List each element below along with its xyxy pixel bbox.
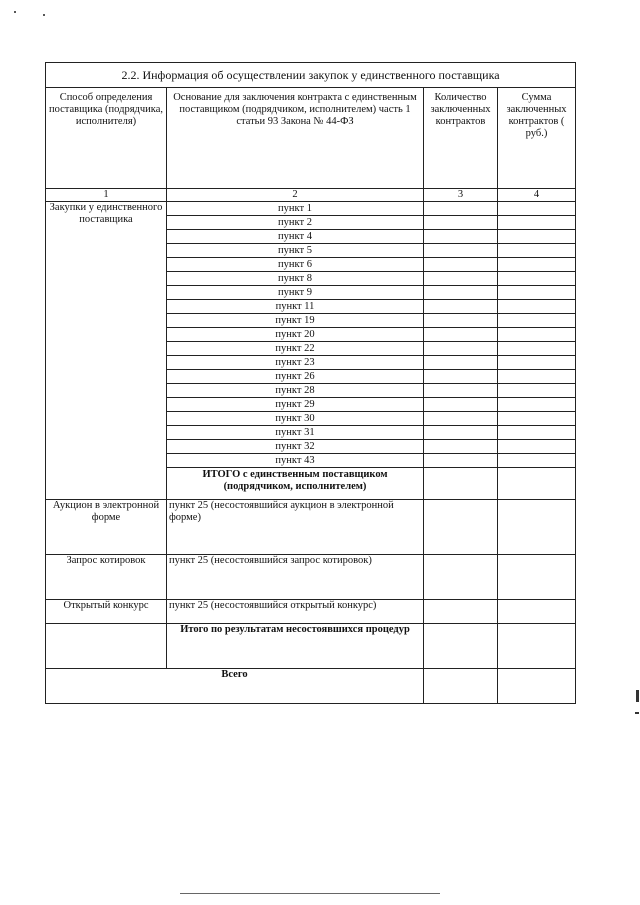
grand-total-count — [424, 669, 498, 704]
quotation-basis: пункт 25 (несостоявшийся запрос котировок) — [167, 555, 424, 600]
single-supplier-method: Закупки у единственного поставщика — [46, 202, 167, 500]
count-cell — [424, 426, 498, 440]
single-supplier-total-sum — [498, 468, 576, 500]
count-cell — [424, 412, 498, 426]
sum-cell — [498, 230, 576, 244]
scan-edge-mark — [180, 893, 440, 894]
sum-cell — [498, 370, 576, 384]
electronic-auction-count — [424, 500, 498, 555]
scan-speck — [43, 14, 45, 16]
point-cell: пункт 6 — [167, 258, 424, 272]
grand-total-label: Всего — [46, 669, 424, 704]
failed-procedures-blank — [46, 624, 167, 669]
header-count: Количество заключенных контрактов — [424, 88, 498, 189]
scan-edge-mark — [636, 690, 639, 702]
count-cell — [424, 398, 498, 412]
count-cell — [424, 328, 498, 342]
sum-cell — [498, 286, 576, 300]
count-cell — [424, 370, 498, 384]
sum-cell — [498, 314, 576, 328]
header-sum: Сумма заключенных контрактов ( руб.) — [498, 88, 576, 189]
sum-cell — [498, 398, 576, 412]
sum-cell — [498, 426, 576, 440]
count-cell — [424, 202, 498, 216]
table-title: 2.2. Информация об осуществлении закупок у единственного поставщика — [46, 63, 576, 88]
sum-cell — [498, 216, 576, 230]
sum-cell — [498, 272, 576, 286]
column-number: 1 — [46, 189, 167, 202]
open-tender-count — [424, 600, 498, 624]
count-cell — [424, 314, 498, 328]
count-cell — [424, 384, 498, 398]
quotation-sum — [498, 555, 576, 600]
electronic-auction-sum — [498, 500, 576, 555]
count-cell — [424, 244, 498, 258]
quotation-count — [424, 555, 498, 600]
count-cell — [424, 216, 498, 230]
point-cell: пункт 20 — [167, 328, 424, 342]
point-cell: пункт 2 — [167, 216, 424, 230]
single-supplier-total-label: ИТОГО с единственным поставщиком (подрядчиком, исполнителем) — [167, 468, 424, 500]
sum-cell — [498, 454, 576, 468]
point-cell: пункт 8 — [167, 272, 424, 286]
count-cell — [424, 300, 498, 314]
sum-cell — [498, 328, 576, 342]
point-cell: пункт 28 — [167, 384, 424, 398]
count-cell — [424, 356, 498, 370]
failed-procedures-sum — [498, 624, 576, 669]
point-cell: пункт 43 — [167, 454, 424, 468]
sum-cell — [498, 356, 576, 370]
point-cell: пункт 9 — [167, 286, 424, 300]
count-cell — [424, 258, 498, 272]
point-cell: пункт 1 — [167, 202, 424, 216]
column-number: 2 — [167, 189, 424, 202]
sum-cell — [498, 440, 576, 454]
point-cell: пункт 31 — [167, 426, 424, 440]
open-tender-method: Открытый конкурс — [46, 600, 167, 624]
point-cell: пункт 5 — [167, 244, 424, 258]
point-cell: пункт 22 — [167, 342, 424, 356]
quotation-method: Запрос котировок — [46, 555, 167, 600]
failed-procedures-count — [424, 624, 498, 669]
point-cell: пункт 23 — [167, 356, 424, 370]
scan-edge-mark — [635, 712, 639, 714]
open-tender-basis: пункт 25 (несостоявшийся открытый конкурс) — [167, 600, 424, 624]
sum-cell — [498, 384, 576, 398]
column-number: 4 — [498, 189, 576, 202]
failed-procedures-total-label: Итого по результатам несостоявшихся процедур — [167, 624, 424, 669]
header-method: Способ определения поставщика (подрядчика, исполнителя) — [46, 88, 167, 189]
sum-cell — [498, 202, 576, 216]
count-cell — [424, 454, 498, 468]
header-basis: Основание для заключения контракта с единственным поставщиком (подрядчиком, исполнителем) часть 1 статьи 93 Закона № 44-ФЗ — [167, 88, 424, 189]
point-cell: пункт 11 — [167, 300, 424, 314]
count-cell — [424, 286, 498, 300]
column-number: 3 — [424, 189, 498, 202]
electronic-auction-basis: пункт 25 (несостоявшийся аукцион в электронной форме) — [167, 500, 424, 555]
count-cell — [424, 342, 498, 356]
count-cell — [424, 272, 498, 286]
sum-cell — [498, 342, 576, 356]
grand-total-sum — [498, 669, 576, 704]
point-cell: пункт 30 — [167, 412, 424, 426]
sum-cell — [498, 258, 576, 272]
sum-cell — [498, 300, 576, 314]
procurement-table — [45, 62, 576, 704]
electronic-auction-method: Аукцион в электронной форме — [46, 500, 167, 555]
single-supplier-total-count — [424, 468, 498, 500]
count-cell — [424, 230, 498, 244]
sum-cell — [498, 244, 576, 258]
count-cell — [424, 440, 498, 454]
scan-speck — [14, 11, 16, 13]
sum-cell — [498, 412, 576, 426]
point-cell: пункт 32 — [167, 440, 424, 454]
open-tender-sum — [498, 600, 576, 624]
point-cell: пункт 26 — [167, 370, 424, 384]
point-cell: пункт 4 — [167, 230, 424, 244]
point-cell: пункт 29 — [167, 398, 424, 412]
point-cell: пункт 19 — [167, 314, 424, 328]
